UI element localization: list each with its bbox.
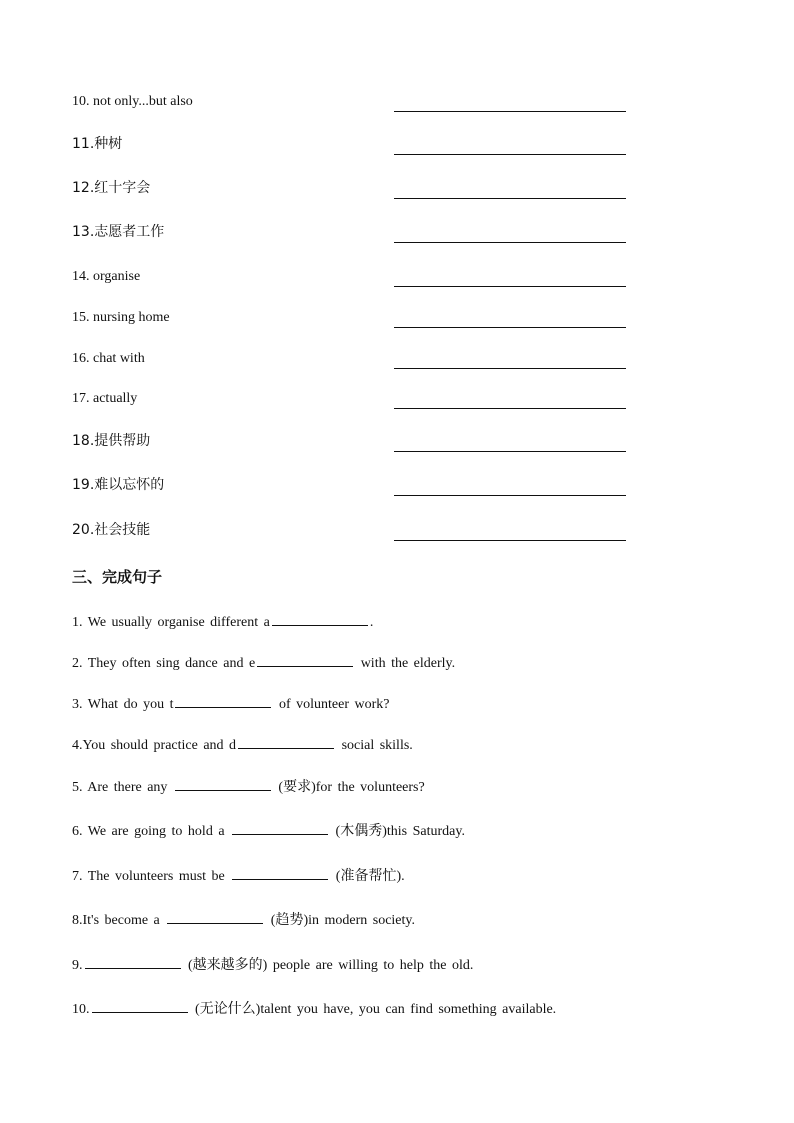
answer-line[interactable] [394, 154, 626, 155]
fill-blank[interactable] [272, 611, 368, 626]
answer-line[interactable] [394, 540, 626, 541]
fill-blank[interactable] [85, 954, 181, 969]
vocab-label: 13.志愿者工作 [72, 224, 165, 240]
sentence-text: 9. [72, 958, 83, 973]
sentence-text: (无论什么)talent you have, you can find something available. [189, 1002, 557, 1017]
vocab-row [72, 265, 626, 287]
vocab-row [72, 519, 626, 541]
sentence-text: 8.It's become a [72, 913, 166, 928]
answer-line[interactable] [394, 495, 626, 496]
vocab-label: 12.红十字会 [72, 180, 151, 196]
sentence-text: 7. The volunteers must be [72, 869, 231, 884]
vocab-row [72, 306, 626, 328]
vocab-row [72, 221, 626, 243]
vocab-row [72, 474, 626, 496]
vocab-row [72, 133, 626, 155]
sentence-text: with the elderly. [355, 656, 456, 671]
sentence-text: . [369, 615, 374, 630]
answer-line[interactable] [394, 111, 626, 112]
answer-line[interactable] [394, 451, 626, 452]
answer-line[interactable] [394, 286, 626, 287]
vocab-row [72, 177, 626, 199]
answer-line[interactable] [394, 327, 626, 328]
vocab-label: 17. actually [72, 391, 138, 406]
vocab-row [72, 347, 626, 369]
sentence-item [72, 734, 413, 754]
sentence-item [72, 652, 455, 672]
fill-blank[interactable] [257, 652, 353, 667]
vocab-label: 16. chat with [72, 351, 145, 366]
sentence-item [72, 998, 556, 1018]
sentence-text: 1. We usually organise different a [72, 615, 270, 630]
sentence-item [72, 865, 405, 885]
sentence-text: 4.You should practice and d [72, 738, 237, 753]
fill-blank[interactable] [232, 820, 328, 835]
fill-blank[interactable] [175, 693, 271, 708]
sentence-text: (要求)for the volunteers? [272, 780, 425, 795]
fill-blank[interactable] [232, 865, 328, 880]
sentence-text: 10. [72, 1002, 90, 1017]
sentence-text: 5. Are there any [72, 780, 173, 795]
sentence-item [72, 776, 425, 796]
sentence-text: (趋势)in modern society. [265, 913, 416, 928]
sentence-item [72, 909, 415, 929]
sentence-text: (准备帮忙). [330, 869, 405, 884]
fill-blank[interactable] [92, 998, 188, 1013]
sentence-item [72, 693, 390, 713]
sentence-text: 6. We are going to hold a [72, 824, 231, 839]
sentence-item [72, 954, 473, 974]
answer-line[interactable] [394, 242, 626, 243]
sentence-text: of volunteer work? [273, 697, 390, 712]
answer-line[interactable] [394, 368, 626, 369]
answer-line[interactable] [394, 198, 626, 199]
vocab-label: 19.难以忘怀的 [72, 477, 165, 493]
vocab-label: 15. nursing home [72, 310, 170, 325]
section-heading: 三、完成句子 [72, 568, 163, 586]
vocab-label: 10. not only...but also [72, 94, 193, 109]
sentence-text: social skills. [336, 738, 413, 753]
vocab-row [72, 90, 626, 112]
sentence-text: (越来越多的) people are willing to help the old. [182, 958, 474, 973]
vocab-row [72, 430, 626, 452]
sentence-text: 3. What do you t [72, 697, 174, 712]
sentence-text: (木偶秀)this Saturday. [330, 824, 465, 839]
sentence-item [72, 820, 465, 840]
sentence-item [72, 611, 373, 631]
vocab-label: 20.社会技能 [72, 522, 151, 538]
vocab-label: 11.种树 [72, 136, 123, 152]
fill-blank[interactable] [167, 909, 263, 924]
vocab-label: 14. organise [72, 269, 141, 284]
fill-blank[interactable] [238, 734, 334, 749]
fill-blank[interactable] [175, 776, 271, 791]
vocab-label: 18.提供帮助 [72, 433, 151, 449]
answer-line[interactable] [394, 408, 626, 409]
sentence-text: 2. They often sing dance and e [72, 656, 256, 671]
vocab-row [72, 387, 626, 409]
